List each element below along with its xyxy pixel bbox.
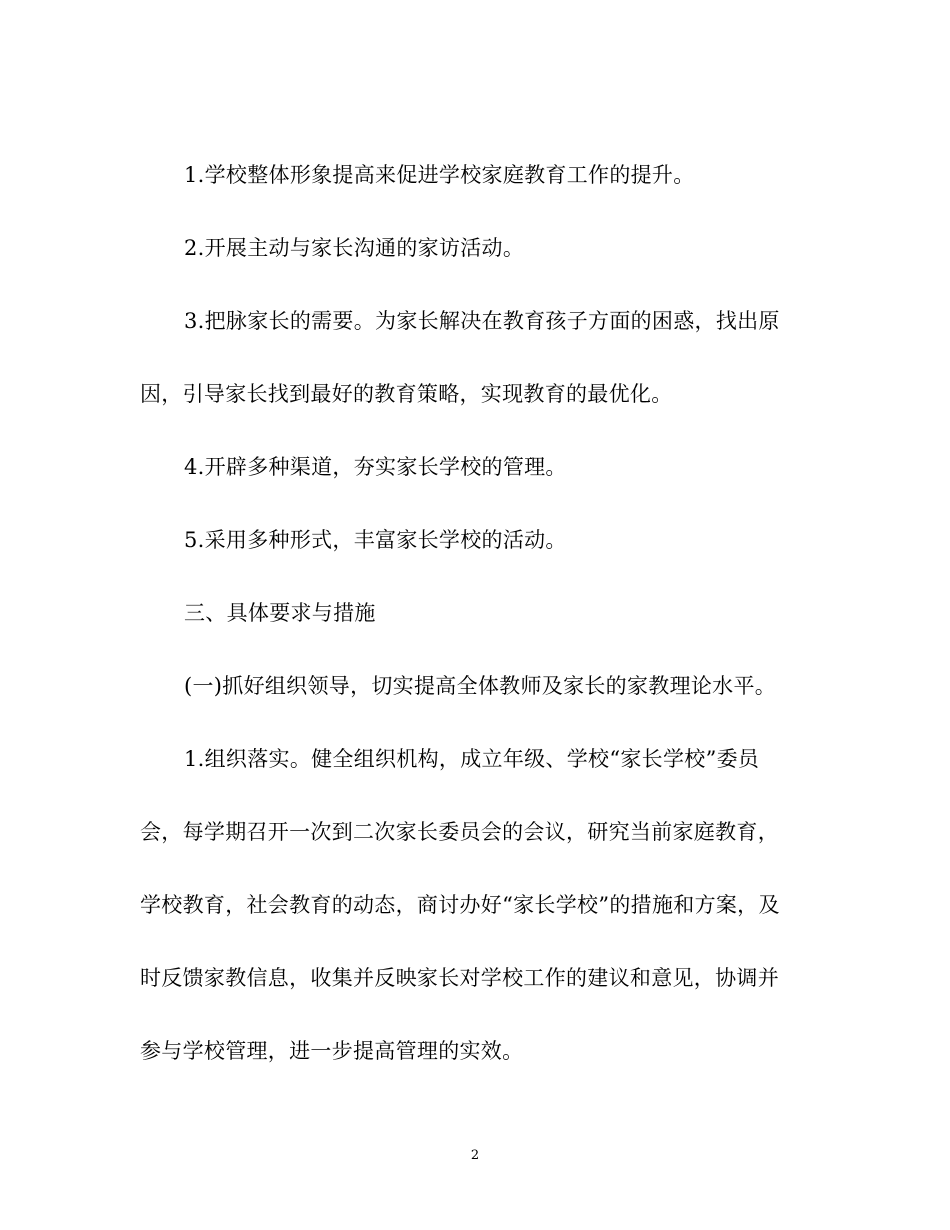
text-line: 时反馈家教信息，收集并反映家长对学校工作的建议和意见，协调并 <box>140 966 779 990</box>
paragraph-item-4 <box>140 431 800 504</box>
text-line: 4.开辟多种渠道，夯实家长学校的管理。 <box>184 455 567 479</box>
paragraph-item-1 <box>140 139 800 212</box>
subsection-heading <box>140 650 800 723</box>
text-line: 学校教育，社会教育的动态，商讨办好“家长学校”的措施和方案，及 <box>140 893 780 917</box>
text-line: 2.开展主动与家长沟通的家访活动。 <box>184 236 525 260</box>
text-line: 会，每学期召开一次到二次家长委员会的会议，研究当前家庭教育， <box>140 820 779 844</box>
text-line: 三、具体要求与措施 <box>184 601 376 625</box>
text-line: 1.组织落实。健全组织机构，成立年级、学校“家长学校”委员 <box>184 747 760 771</box>
text-line: 5.采用多种形式，丰富家长学校的活动。 <box>184 528 567 552</box>
page-number: 2 <box>470 1148 480 1163</box>
text-line: 参与学校管理，进一步提高管理的实效。 <box>140 1039 524 1063</box>
paragraph-organization <box>140 723 800 1088</box>
paragraph-item-2 <box>140 212 800 285</box>
text-line: 1.学校整体形象提高来促进学校家庭教育工作的提升。 <box>184 163 695 187</box>
text-line: 3.把脉家长的需要。为家长解决在教育孩子方面的困惑，找出原 <box>184 309 780 333</box>
text-line: 因，引导家长找到最好的教育策略，实现教育的最优化。 <box>140 382 673 406</box>
text-line: (一)抓好组织领导，切实提高全体教师及家长的家教理论水平。 <box>184 674 777 698</box>
section-heading <box>140 577 800 650</box>
body-text <box>140 139 800 1088</box>
paragraph-item-5 <box>140 504 800 577</box>
paragraph-item-3 <box>140 285 800 431</box>
